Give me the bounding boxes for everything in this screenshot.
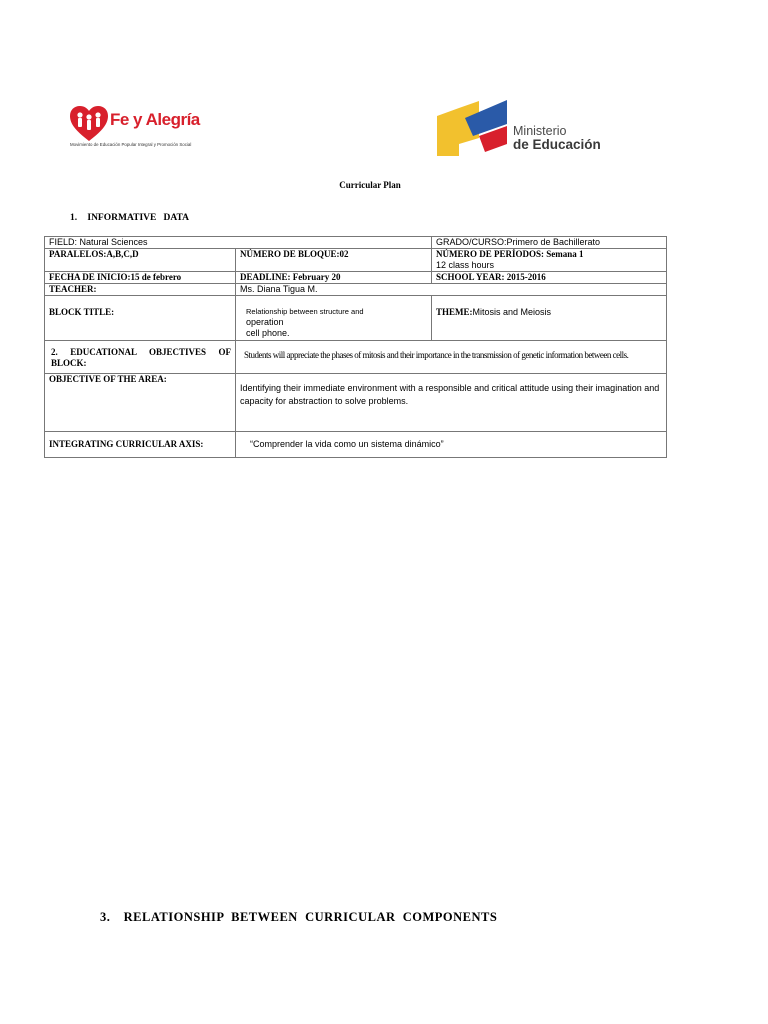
heart-children-icon — [70, 106, 108, 142]
table-row — [45, 341, 667, 374]
block-title-line1: Relationship between structure and — [246, 307, 364, 316]
block-title-line3: cell phone. — [246, 328, 290, 338]
numero-periodos-cell — [432, 249, 667, 272]
teacher-label-cell: TEACHER: — [45, 284, 236, 296]
section3-number: 3. — [100, 910, 111, 924]
section1-title: INFORMATIVE DATA — [87, 213, 189, 223]
numero-periodos-text: NÚMERO DE PERÍODOS: Semana 1 — [436, 249, 584, 259]
school-year-cell: SCHOOL YEAR: 2015-2016 — [432, 272, 667, 284]
obj-area-value-cell: Identifying their immediate environment with a responsible and critical attitude using their imagination and capacity for abstraction to solve problems. — [236, 374, 667, 432]
class-hours-text: 12 class hours — [436, 260, 495, 270]
document-title: Curricular Plan — [339, 180, 401, 190]
table-row — [45, 272, 667, 284]
block-title-line2: operation — [246, 317, 284, 327]
ministerio-educacion-logo — [435, 98, 615, 158]
ministerio-line1: Ministerio — [513, 124, 567, 138]
block-title-value-cell — [236, 296, 432, 341]
teacher-value-cell: Ms. Diana Tigua M. — [236, 284, 667, 296]
theme-cell — [432, 296, 667, 341]
fe-y-alegria-subtitle: Movimiento de Educación Popular Integral y Promoción Social — [70, 142, 192, 147]
edu-objectives-value-cell: Students will appreciate the phases of mitosis and their importance in the transmission of genetic information between cells. — [236, 341, 667, 374]
grado-curso-cell: GRADO/CURSO:Primero de Bachillerato — [432, 237, 667, 249]
table-row — [45, 237, 667, 249]
deadline-cell: DEADLINE: February 20 — [236, 272, 432, 284]
numero-bloque-cell: NÚMERO DE BLOQUE:02 — [236, 249, 432, 272]
fe-y-alegria-wordmark: Fe y Alegría — [110, 110, 200, 129]
table-row — [45, 296, 667, 341]
field-cell: FIELD: Natural Sciences — [45, 237, 432, 249]
section3-title: RELATIONSHIP BETWEEN CURRICULAR COMPONENTS — [123, 910, 498, 924]
section3-heading — [100, 910, 497, 925]
axis-value-cell: “Comprender la vida como un sistema dinámico” — [236, 432, 667, 458]
theme-label: THEME: — [436, 307, 473, 317]
section1-heading — [70, 213, 189, 223]
ministerio-line2: de Educación — [513, 137, 601, 152]
ministerio-flag-icon — [435, 98, 510, 158]
fecha-inicio-cell: FECHA DE INICIO:15 de febrero — [45, 272, 236, 284]
table-row — [45, 374, 667, 432]
paralelos-cell: PARALELOS:A,B,C,D — [45, 249, 236, 272]
block-title-label-cell: BLOCK TITLE: — [45, 296, 236, 341]
theme-value: Mitosis and Meiosis — [472, 307, 552, 317]
table-row — [45, 432, 667, 458]
fe-y-alegria-logo — [70, 106, 200, 154]
table-row — [45, 249, 667, 272]
obj-area-label-cell: OBJECTIVE OF THE AREA: — [45, 374, 236, 432]
ministerio-wordmark — [513, 124, 601, 152]
informative-data-table — [44, 236, 667, 458]
axis-label-cell: INTEGRATING CURRICULAR AXIS: — [45, 432, 236, 458]
table-row — [45, 284, 667, 296]
section1-number: 1. — [70, 213, 78, 223]
edu-objectives-label-cell: 2. EDUCATIONAL OBJECTIVES OF BLOCK: — [45, 341, 236, 374]
